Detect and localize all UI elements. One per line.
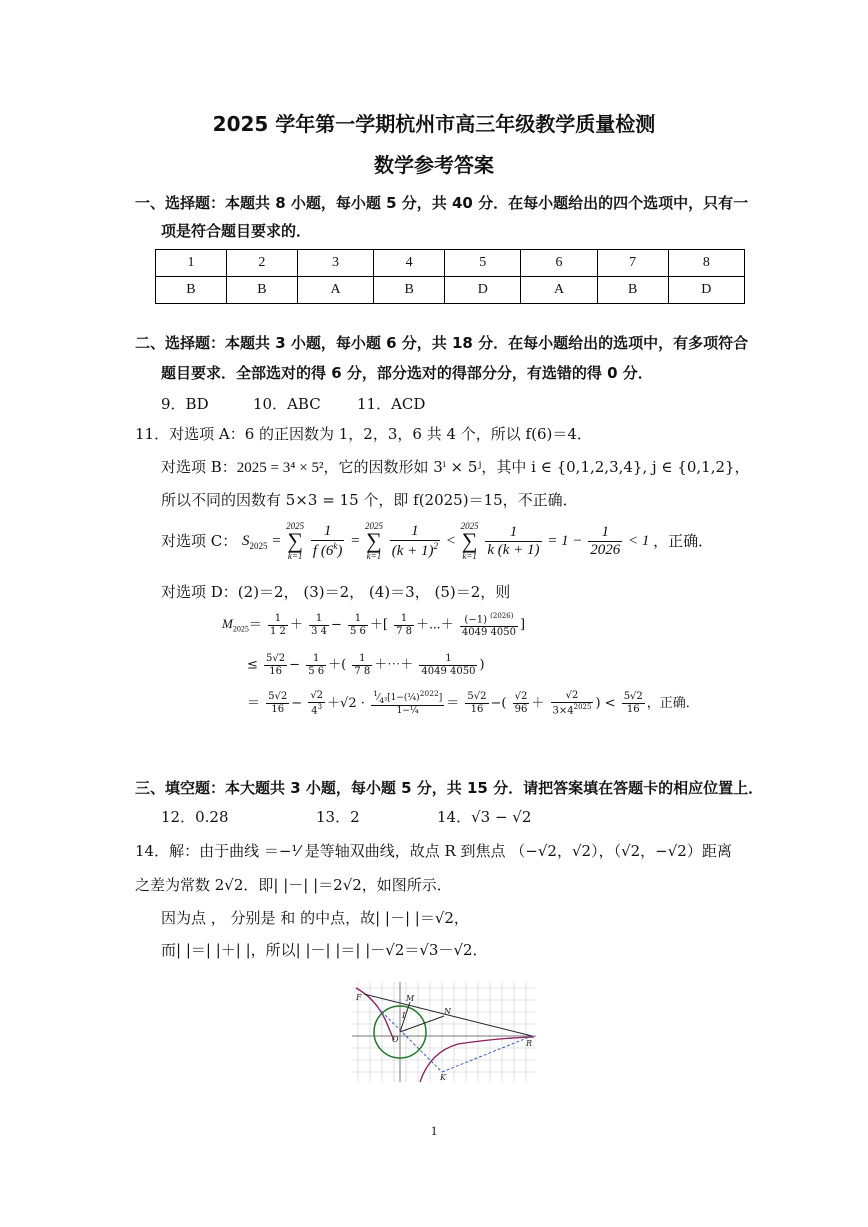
table-cell: D <box>445 277 521 304</box>
table-row-numbers <box>156 250 745 277</box>
hyperbola-figure <box>348 978 540 1086</box>
q11-b-prefix: 对选项 B： <box>161 458 237 476</box>
q11-d-values: (2)＝2， (3)＝2， (4)＝3， (5)＝2，则 <box>237 583 511 601</box>
label-f: F <box>356 993 362 1002</box>
label-i: I <box>402 1011 406 1020</box>
q11-option-b-line2: 所以不同的因数有 5×3 = 15 个，即 f(2025)＝15，不正确． <box>161 491 578 509</box>
table-cell: B <box>597 277 668 304</box>
section1-heading-cont: 项是符合题目要求的． <box>161 222 312 240</box>
label-n: N <box>444 1007 451 1016</box>
answer-9: 9．BD <box>161 395 209 413</box>
table-cell: 4 <box>374 250 445 277</box>
table-cell: 7 <box>597 250 668 277</box>
table-cell: 1 <box>156 250 227 277</box>
figure-grid <box>352 982 536 1082</box>
answer-13: 13．2 <box>316 808 360 826</box>
table-cell: 6 <box>521 250 597 277</box>
answer-10: 10．ABC <box>253 395 321 413</box>
q11-b-equation: 2025 = 3⁴ × 5² <box>236 460 324 476</box>
q11-c-formula: $S_{2025}$ = 2025 ∑ k=1 $\frac{1}{f (6^k)}$ = 2025 ∑ k=1 $\frac{1}{(k + 1)^2}$ < 2025 ∑ k=1 $\frac{1}{k (k + 1)}$ = 1 − $\frac{1}{2026}$ < 1 <box>242 521 654 561</box>
page-subtitle: 数学参考答案 <box>374 153 494 177</box>
q11-option-b <box>161 456 750 477</box>
dashed-line-kr <box>442 1036 532 1072</box>
q11-d-line2: ≤ $\frac{5√2}{16}$ − $\frac{1}{5 6}$ ＋( $\frac{1}{7 8}$ ＋⋯＋ $\frac{1}{4049 4050}$ ) <box>247 653 485 677</box>
q14-line3: 因为点 ， 分别是 和 的中点，故| |－| |＝√2， <box>161 909 469 927</box>
table-cell: 2 <box>226 250 297 277</box>
q11-d-suffix: ，正确． <box>646 695 699 711</box>
section3-heading: 三、填空题：本大题共 3 小题，每小题 5 分，共 15 分．请把答案填在答题卡的相应位置上． <box>135 779 764 797</box>
table-row-answers <box>156 277 745 304</box>
table-cell: B <box>156 277 227 304</box>
answer-11: 11．ACD <box>357 395 426 413</box>
section2-heading-cont: 题目要求．全部选对的得 6 分，部分选对的得部分分，有选错的得 0 分． <box>161 364 653 382</box>
q14-line2: 之差为常数 2√2．即| |－| |＝2√2，如图所示． <box>135 876 452 894</box>
q14-line4: 而| |＝| |＋| |，所以| |－| |＝| |－√2＝√3－√2． <box>161 941 488 959</box>
q11-option-a: 11．对选项 A：6 的正因数为 1，2，3，6 共 4 个，所以 f(6)＝4． <box>135 425 592 443</box>
dashed-line-fk <box>378 1008 442 1072</box>
page-number: 1 <box>430 1123 438 1138</box>
table-cell: B <box>374 277 445 304</box>
section1-heading: 一、选择题：本题共 8 小题，每小题 5 分，共 40 分．在每小题给出的四个选项中，只有一 <box>135 194 749 212</box>
answer-table <box>155 249 745 304</box>
q11-d-line1: $M_{2025}=$ $\frac{1}{1 2}$ ＋ $\frac{1}{3 4}$ − $\frac{1}{5 6}$ ＋[ $\frac{1}{7 8}$ ＋⋯＋ $\frac{(-1) ^{(2026)}}{4049 4050}$ ] <box>222 612 526 638</box>
table-cell: 3 <box>297 250 373 277</box>
q11-option-c <box>161 522 713 561</box>
table-cell: D <box>668 277 744 304</box>
label-r: R <box>526 1039 533 1048</box>
answer-14: 14．√3 − √2 <box>437 808 532 826</box>
q11-c-prefix: 对选项 C： <box>161 531 238 550</box>
page-title: 2025 学年第一学期杭州市高三年级教学质量检测 <box>212 112 656 136</box>
label-o: O <box>392 1035 399 1044</box>
table-cell: 5 <box>445 250 521 277</box>
table-cell: A <box>521 277 597 304</box>
hyperbola-branch-right <box>420 1037 534 1082</box>
table-cell: 8 <box>668 250 744 277</box>
label-k: K <box>440 1073 446 1082</box>
q11-c-suffix: ，正确． <box>653 531 714 550</box>
table-cell: B <box>226 277 297 304</box>
table-cell: A <box>297 277 373 304</box>
q11-d-line3: ＝ $\frac{5√2}{16}$ − $\frac{√2}{4^3}$ ＋√2 · $\frac{^1⁄_{4^3}[1-(\frac{1}{4})^{2022}]}{\text{1−¼}}$ ＝ $\frac{5√2}{16}$ −( $\frac{√2}{96}$ ＋ $\frac{√2}{3\times 4^{2025}}$ ) < $\frac{5√2}{16}$ ，正确． <box>247 689 699 717</box>
q14-line1: 14．解：由于曲线 ＝−¹⁄ 是等轴双曲线，故点 R 到焦点 （−√2，√2），（√2，−√2）距离 <box>135 842 732 860</box>
q11-b-text: ，它的因数形如 3ⁱ × 5ʲ，其中 i ∈ {0,1,2,3,4}, j ∈ {0,1,2}， <box>323 458 750 476</box>
label-m: M <box>406 994 415 1003</box>
q11-d-prefix: 对选项 D： <box>161 583 238 601</box>
hyperbola-branch-left <box>356 988 394 1040</box>
q11-option-d <box>161 581 510 602</box>
answer-12: 12．0.28 <box>161 808 229 826</box>
section2-heading: 二、选择题：本题共 3 小题，每小题 6 分，共 18 分．在每小题给出的选项中，有多项符合 <box>135 334 749 352</box>
